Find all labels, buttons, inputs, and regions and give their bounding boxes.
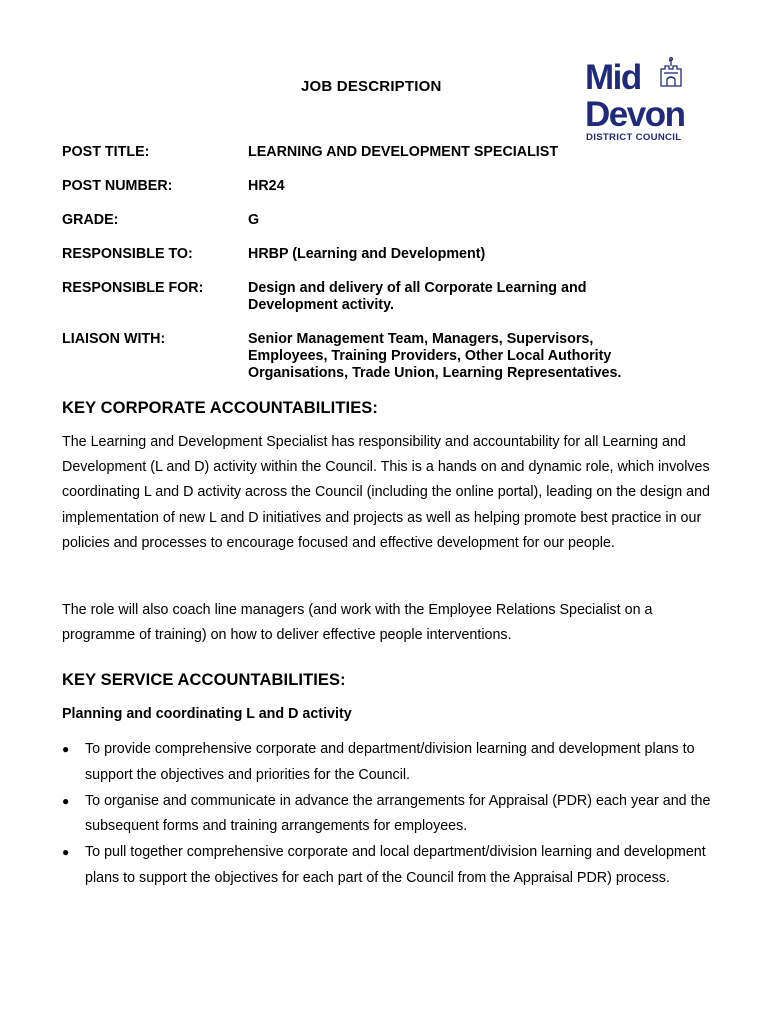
bullet-list	[62, 737, 712, 892]
field-responsible-to	[62, 246, 712, 263]
svg-text:Mid: Mid	[585, 58, 641, 97]
bullet-icon: ●	[62, 742, 70, 756]
field-value: HRBP (Learning and Development)	[248, 246, 486, 262]
job-details	[62, 144, 712, 382]
field-label: POST NUMBER:	[62, 178, 173, 194]
field-value: Design and delivery of all Corporate Learning and Development activity.	[248, 280, 587, 313]
svg-text:DISTRICT COUNCIL: DISTRICT COUNCIL	[586, 132, 682, 143]
field-value: Senior Management Team, Managers, Supervisors, Employees, Training Providers, Other Local Authority Organisations, Trade Union, Learning Representatives.	[248, 331, 622, 381]
paragraph: The role will also coach line managers (and work with the Employee Relations Specialist on a programme of training) on how to deliver effective people interventions.	[62, 602, 653, 644]
section-heading-corporate: KEY CORPORATE ACCOUNTABILITIES:	[62, 399, 378, 417]
field-label: GRADE:	[62, 212, 119, 228]
list-item	[62, 737, 712, 789]
field-responsible-for	[62, 280, 712, 314]
field-label: RESPONSIBLE FOR:	[62, 280, 204, 296]
field-label: POST TITLE:	[62, 144, 150, 160]
field-label: LIAISON WITH:	[62, 331, 166, 347]
paragraph: The Learning and Development Specialist has responsibility and accountability for all Learning and Development (L and D) activity within the Council. This is a hands on and dynamic role, which involves coordinating L and D activity across the Council (including the online portal), leading on the design and implementation of new L and D initiatives and projects as well as helping promote best practice in our policies and processes to encourage focused and effective development for our people.	[62, 434, 710, 551]
subheading: Planning and coordinating L and D activity	[62, 706, 352, 722]
list-item-text: To provide comprehensive corporate and department/division learning and development plans to support the objectives and priorities for the Council.	[85, 741, 695, 783]
svg-text:Devon: Devon	[585, 95, 685, 134]
list-item	[62, 840, 712, 892]
list-item	[62, 789, 712, 841]
field-value: HR24	[248, 178, 285, 194]
bullet-icon: ●	[62, 793, 70, 808]
document-title: JOB DESCRIPTION	[301, 78, 442, 95]
field-value: G	[248, 212, 260, 228]
field-post-title	[62, 144, 712, 161]
field-liaison-with	[62, 331, 712, 382]
field-label: RESPONSIBLE TO:	[62, 246, 193, 262]
crest-emblem	[661, 58, 681, 86]
section-heading-service: KEY SERVICE ACCOUNTABILITIES:	[62, 671, 346, 689]
list-item-text: To pull together comprehensive corporate and local department/division learning and development plans to support the objectives for each part of the Council from the Appraisal PDR) process.	[85, 844, 706, 886]
mid-devon-logo	[584, 56, 704, 146]
field-value: LEARNING AND DEVELOPMENT SPECIALIST	[248, 144, 559, 160]
field-post-number	[62, 178, 712, 195]
field-grade	[62, 212, 712, 229]
list-item-text: To organise and communicate in advance the arrangements for Appraisal (PDR) each year and the subsequent forms and training arrangements for employees.	[85, 792, 711, 835]
bullet-icon: ●	[62, 845, 70, 860]
